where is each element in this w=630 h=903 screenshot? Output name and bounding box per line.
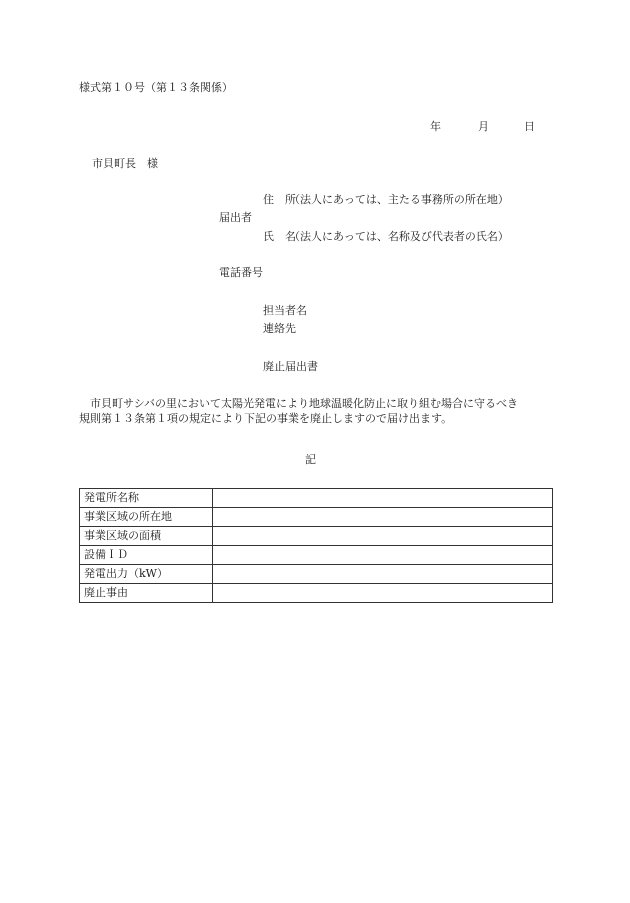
phone-label: 電話番号 [219,266,263,279]
row-label-site-area: 事業区域の面積 [80,527,213,546]
table-row [80,489,553,508]
row-value-site-location[interactable] [213,508,553,527]
form-number: 様式第１０号（第１３条関係） [79,81,233,94]
body-line-2: 規則第１３条第１項の規定により下記の事業を廃止しますので届け出ます。 [79,411,453,425]
table-row [80,527,553,546]
row-value-equipment-id[interactable] [213,546,553,565]
table-row [80,508,553,527]
row-label-reason: 廃止事由 [80,584,213,603]
address-label: 住 所 [263,193,296,206]
items-table [79,488,553,603]
row-label-equipment-id: 設備ＩＤ [80,546,213,565]
name-label: 氏 名 [263,230,296,243]
body-paragraph [79,397,559,427]
applicant-label: 届出者 [219,211,252,224]
addressee: 市貝町長 様 [92,157,158,170]
row-value-output[interactable] [213,565,553,584]
body-line-1: 市貝町サシバの里において太陽光発電により地球温暖化防止に取り組む場合に守るべき [90,397,519,410]
date-day-label: 日 [524,120,535,133]
document-title: 廃止届出書 [263,360,318,373]
address-note: （法人にあっては、主たる事務所の所在地） [289,193,509,206]
table-row [80,584,553,603]
row-label-plant-name: 発電所名称 [80,489,213,508]
name-note: （法人にあっては、名称及び代表者の氏名） [289,230,509,243]
person-in-charge-label: 担当者名 [263,304,307,317]
date-month-label: 月 [478,120,489,133]
row-value-site-area[interactable] [213,527,553,546]
row-label-site-location: 事業区域の所在地 [80,508,213,527]
table-row [80,546,553,565]
row-value-reason[interactable] [213,584,553,603]
row-value-plant-name[interactable] [213,489,553,508]
row-label-output: 発電出力（kW） [80,565,213,584]
date-year-label: 年 [430,120,441,133]
ki-marker: 記 [305,453,316,466]
table-row [80,565,553,584]
contact-label: 連絡先 [263,322,296,335]
